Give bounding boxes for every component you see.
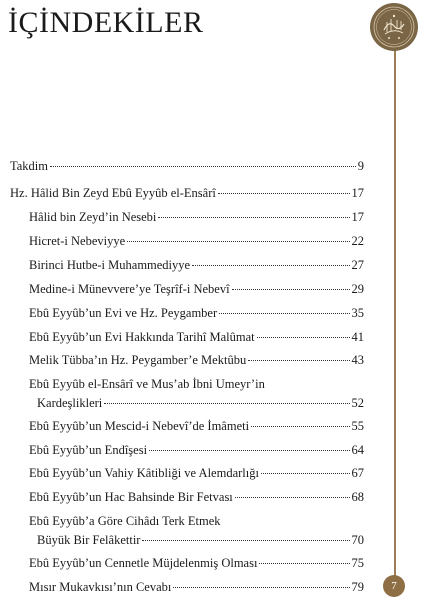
toc-entry-page: 55 [351,419,364,433]
toc-entry-page: 79 [351,580,364,594]
toc-entry[interactable] [29,282,364,297]
toc-entry[interactable] [29,306,364,321]
toc-entry[interactable] [29,419,364,434]
toc-entry-label: Birinci Hutbe-i Muhammediyye [29,258,191,272]
toc-entry-page: 75 [351,556,364,570]
vertical-rule [394,44,396,580]
dot-leader [219,313,349,314]
page-title: İÇİNDEKİLER [8,6,204,39]
dot-leader [248,360,349,361]
toc-entry-page: 67 [351,466,364,480]
toc-entry-label: Büyük Bir Felâkettir [37,533,141,547]
toc-entry-label: Melik Tübba’ın Hz. Peygamber’e Mektûbu [29,353,247,367]
toc-entry-label: Ebû Eyyûb’un Cennetle Müjdelenmiş Olması [29,556,258,570]
toc-entry-page: 43 [351,353,364,367]
toc-entry-page: 27 [351,258,364,272]
toc-entry[interactable] [37,396,364,411]
toc-entry-page: 22 [351,234,364,248]
toc-entry[interactable] [29,580,364,595]
dot-leader [127,241,349,242]
dot-leader [192,265,349,266]
dot-leader [235,497,350,498]
toc-entry-page: 17 [351,186,364,200]
toc-entry-label-line1: Ebû Eyyûb el-Ensârî ve Mus’ab İbni Umeyr’in [29,377,265,391]
toc-entry-page: 17 [351,210,364,224]
calligraphy-seal-icon [369,2,419,52]
dot-leader [232,289,350,290]
toc-entry-page: 35 [351,306,364,320]
toc-entry[interactable] [29,234,364,249]
toc-entry-page: 52 [351,396,364,410]
toc-entry[interactable] [29,258,364,273]
toc-entry-page: 29 [351,282,364,296]
toc-entry-label: Medine-i Münevvere’ye Teşrîf-i Nebevî [29,282,230,296]
dot-leader [259,563,349,564]
toc-entry-label: Ebû Eyyûb’un Vahiy Kâtibliği ve Alemdarlığı [29,466,259,480]
dot-leader [50,166,356,167]
toc-entry-label: Hicret-i Nebeviyye [29,234,126,248]
dot-leader [218,193,350,194]
toc-entry-label-line1: Ebû Eyyûb’a Göre Cihâdı Terk Etmek [29,514,221,528]
dot-leader [104,403,349,404]
toc-entry[interactable] [29,353,364,368]
toc-entry-label: Hz. Hâlid Bin Zeyd Ebû Eyyûb el-Ensârî [10,186,216,200]
toc-entry-label: Ebû Eyyûb’un Endîşesi [29,443,148,457]
toc-entry[interactable] [10,186,364,201]
page-number-badge: 7 [383,575,405,597]
toc-entry-page: 68 [351,490,364,504]
toc-entry[interactable] [37,533,364,548]
toc-entry[interactable] [10,159,364,174]
dot-leader [142,540,349,541]
dot-leader [251,426,349,427]
toc-entry[interactable] [29,330,364,345]
toc-entry-page: 9 [357,159,364,173]
toc-entry-label: Ebû Eyyûb’un Evi ve Hz. Peygamber [29,306,218,320]
toc-entry-label: Ebû Eyyûb’un Hac Bahsinde Bir Fetvası [29,490,233,504]
dot-leader [173,587,349,588]
toc-entry-label: Mısır Mukavkısı’nın Cevabı [29,580,172,594]
dot-leader [257,337,350,338]
toc-entry-page: 70 [351,533,364,547]
toc-entry-label: Hâlid bin Zeyd’in Nesebi [29,210,157,224]
toc-entry-page: 41 [351,330,364,344]
toc-entry[interactable] [29,210,364,225]
dot-leader [149,450,349,451]
toc-entry-page: 64 [351,443,364,457]
toc-entry-label: Ebû Eyyûb’un Evi Hakkında Tarihî Malûmat [29,330,255,344]
toc-entry-label: Takdim [10,159,49,173]
toc-entry-label: Ebû Eyyûb’un Mescid-i Nebevî’de İmâmeti [29,419,250,433]
dot-leader [261,473,350,474]
toc-entry[interactable] [29,556,364,571]
toc-entry[interactable] [29,466,364,481]
toc-entry[interactable] [29,443,364,458]
toc-entry-label: Kardeşlikleri [37,396,103,410]
toc-entry[interactable] [29,490,364,505]
dot-leader [158,217,349,218]
